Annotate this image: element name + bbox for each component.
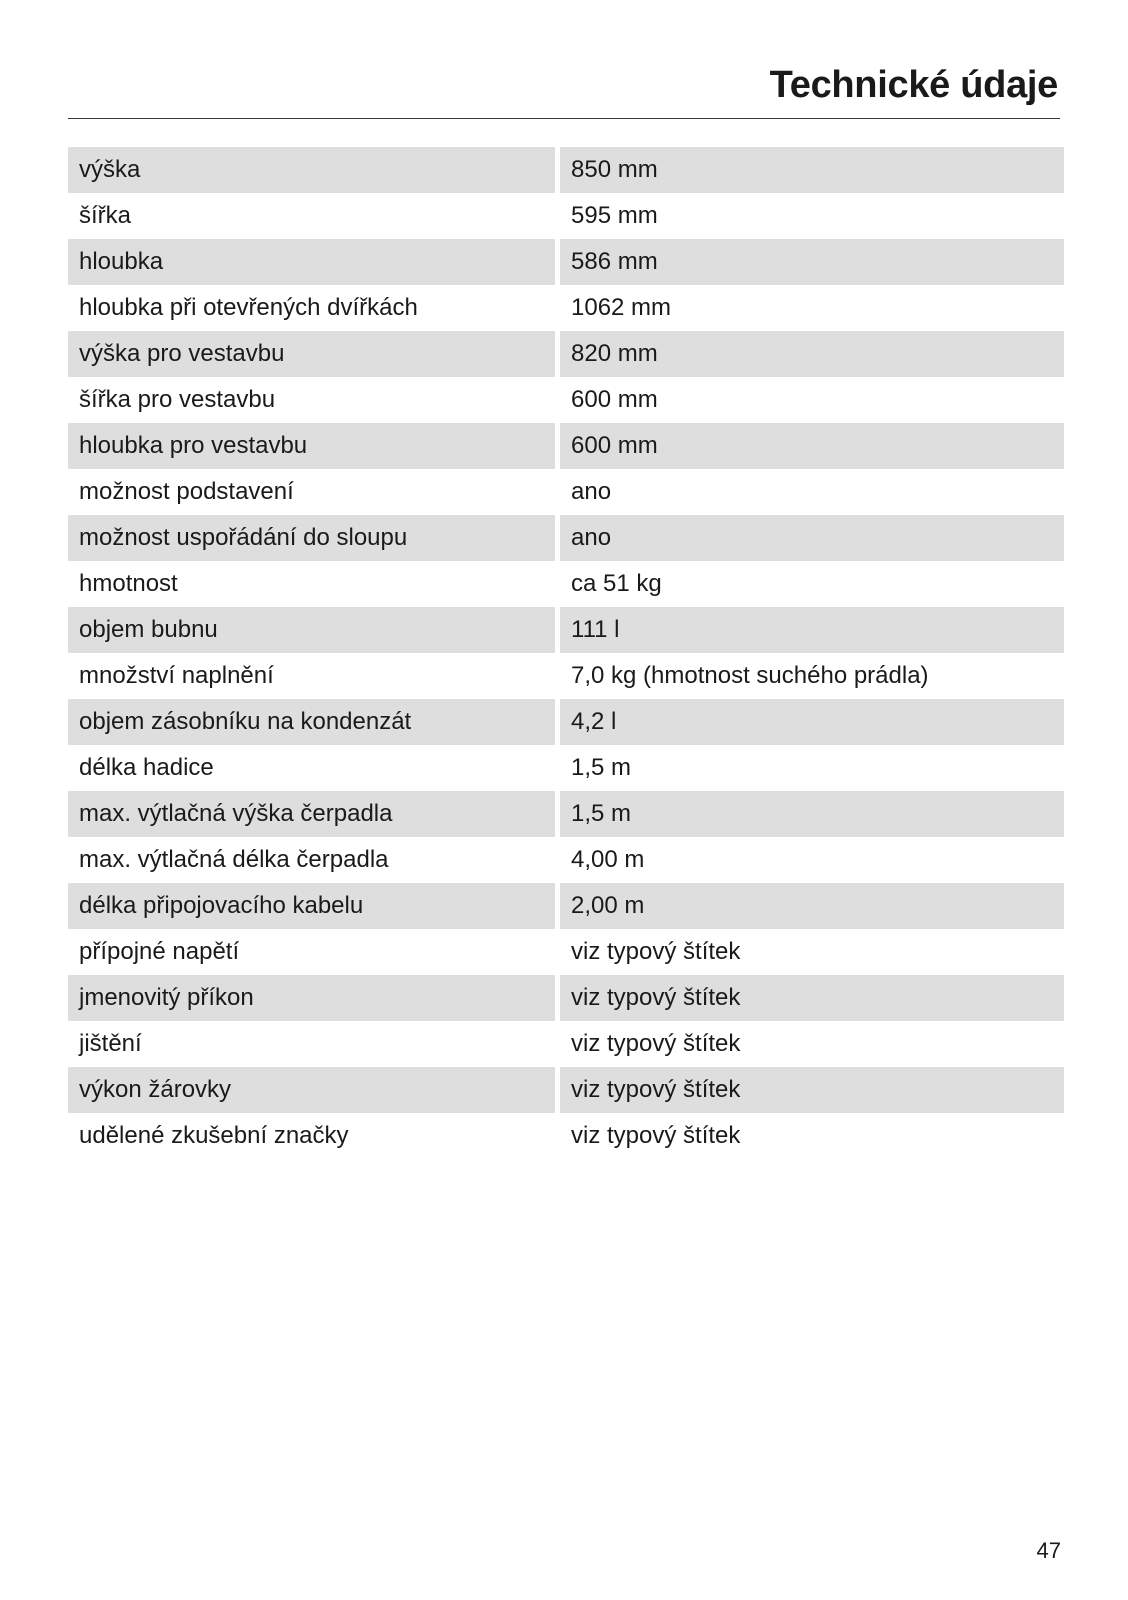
spec-name: výška	[68, 147, 555, 193]
spec-value: 1062 mm	[571, 294, 672, 321]
spec-name: hloubka pro vestavbu	[68, 423, 555, 469]
table-row	[68, 561, 1064, 607]
spec-value: 4,2 l	[560, 699, 1064, 745]
table-row	[68, 193, 1064, 239]
spec-value: ano	[560, 515, 1064, 561]
table-row	[68, 147, 1064, 193]
table-row	[68, 929, 1064, 975]
spec-value: 586 mm	[560, 239, 1064, 285]
table-row	[68, 239, 1064, 285]
table-row	[68, 975, 1064, 1021]
table-row	[68, 699, 1064, 745]
spec-name: objem bubnu	[68, 607, 555, 653]
table-row	[68, 423, 1064, 469]
table-row	[68, 883, 1064, 929]
spec-name: délka hadice	[79, 754, 214, 781]
spec-table	[68, 147, 1064, 1159]
spec-name: jmenovitý příkon	[68, 975, 555, 1021]
spec-value: viz typový štítek	[560, 1067, 1064, 1113]
page-title: Technické údaje	[769, 64, 1058, 106]
table-row	[68, 1021, 1064, 1067]
spec-value: viz typový štítek	[560, 975, 1064, 1021]
table-row	[68, 469, 1064, 515]
table-row	[68, 1067, 1064, 1113]
spec-value: 111 l	[560, 607, 1064, 653]
spec-name: hloubka při otevřených dvířkách	[79, 294, 418, 321]
spec-name: jištění	[79, 1030, 142, 1057]
table-row	[68, 331, 1064, 377]
spec-name: šířka	[79, 202, 132, 229]
spec-name: výkon žárovky	[68, 1067, 555, 1113]
table-row	[68, 1113, 1064, 1159]
spec-value: viz typový štítek	[571, 938, 741, 965]
spec-name: množství naplnění	[79, 662, 274, 689]
page-number: 47	[1036, 1538, 1061, 1563]
table-row	[68, 285, 1064, 331]
spec-value: 820 mm	[560, 331, 1064, 377]
table-row	[68, 377, 1064, 423]
spec-name: šířka pro vestavbu	[79, 386, 276, 413]
spec-value: 600 mm	[560, 423, 1064, 469]
spec-value: 850 mm	[560, 147, 1064, 193]
spec-name: délka připojovacího kabelu	[68, 883, 555, 929]
spec-name: max. výtlačná délka čerpadla	[79, 846, 389, 873]
table-row	[68, 515, 1064, 561]
table-row	[68, 653, 1064, 699]
spec-name: objem zásobníku na kondenzát	[68, 699, 555, 745]
table-row	[68, 791, 1064, 837]
table-row	[68, 607, 1064, 653]
spec-value: 1,5 m	[560, 791, 1064, 837]
spec-value: 595 mm	[571, 202, 658, 229]
spec-name: hloubka	[68, 239, 555, 285]
spec-name: přípojné napětí	[79, 938, 240, 965]
spec-value: viz typový štítek	[571, 1122, 741, 1149]
spec-value: viz typový štítek	[571, 1030, 741, 1057]
spec-name: možnost uspořádání do sloupu	[68, 515, 555, 561]
spec-value: ca 51 kg	[571, 570, 662, 597]
spec-value: ano	[571, 478, 612, 505]
spec-value: 2,00 m	[560, 883, 1064, 929]
table-row	[68, 837, 1064, 883]
spec-name: max. výtlačná výška čerpadla	[68, 791, 555, 837]
table-row	[68, 745, 1064, 791]
spec-name: možnost podstavení	[79, 478, 294, 505]
page-header	[68, 60, 1060, 119]
spec-value: 1,5 m	[571, 754, 632, 781]
spec-value: 7,0 kg (hmotnost suchého prádla)	[571, 662, 929, 689]
spec-name: udělené zkušební značky	[79, 1122, 349, 1149]
spec-name: hmotnost	[79, 570, 178, 597]
spec-value: 4,00 m	[571, 846, 645, 873]
spec-value: 600 mm	[571, 386, 658, 413]
spec-name: výška pro vestavbu	[68, 331, 555, 377]
